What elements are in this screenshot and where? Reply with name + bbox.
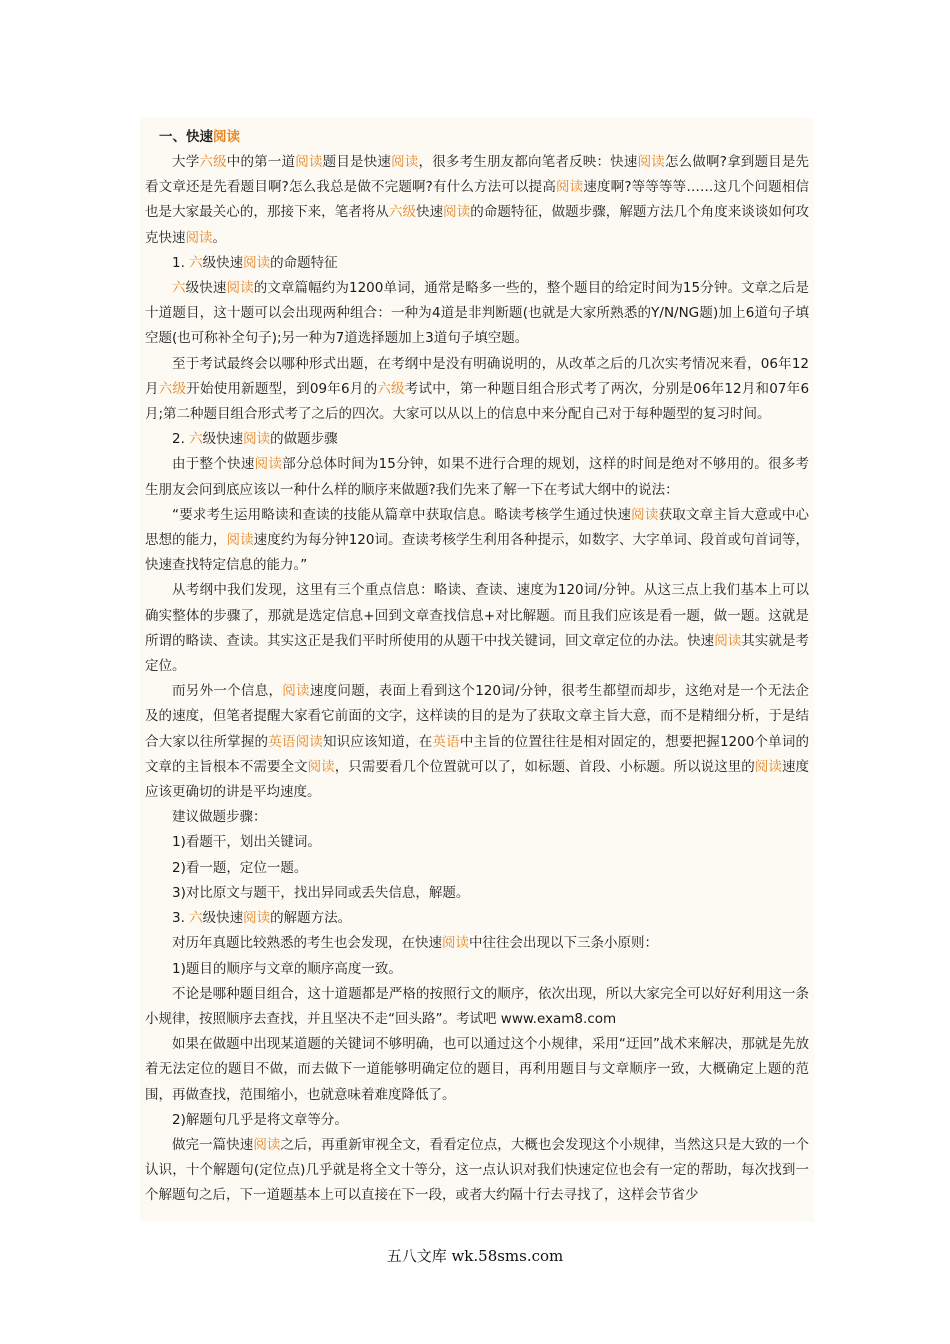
text-segment: 大学 bbox=[172, 154, 200, 170]
keyword-highlight: 阅读 bbox=[556, 179, 584, 196]
text-segment: 部分总体时间为15分钟，如果不进行合理的规划，这样的时间是绝对不够用的。很多考生朋友会问到底应该以一种什么样的顺序来做题?我们先来了解一下在考试大纲中的说法： bbox=[145, 456, 810, 498]
text-segment: 快速 bbox=[416, 204, 444, 221]
text-segment: 从考纲中我们发现，这里有三个重点信息：略读、查读、速度为120词/分钟。从这三点上我们基本上可以确实整体的步骤了，那就是选定信息+回到文章查找信息+对比解题。而且我们应该是看一题，做一题。这就是所谓的略读、查读。其实这正是我们平时所使用的从题干中找关键词，回文章定位的办法。快速 bbox=[145, 582, 809, 649]
keyword-highlight: 阅读 bbox=[243, 431, 271, 448]
text-segment: 级快速 bbox=[202, 254, 244, 271]
text-segment: 1. bbox=[172, 254, 190, 271]
text-segment: 速度问题，表面上看到这个120词/分钟，很考生都望而却步，这绝对是一个无法企及的速度，但笔者提醒大家看它前面的文字，这样读的目的是为了获取文章主旨大意，而不是精细分析，于是结合大家以往所掌握的 bbox=[145, 683, 810, 750]
keyword-highlight: 阅读 bbox=[226, 532, 254, 549]
keyword-highlight: 六 bbox=[189, 431, 203, 448]
keyword-highlight: 阅读 bbox=[754, 758, 782, 775]
text-segment: “要求考生运用略读和查读的技能从篇章中获取信息。略读考核学生通过快速 bbox=[172, 506, 632, 523]
keyword-highlight: 六级 bbox=[377, 380, 405, 397]
text-segment: ，只需要看几个位置就可以了，如标题、首段、小标题。所以说这里的 bbox=[334, 758, 755, 775]
keyword-highlight: 阅读 bbox=[213, 129, 240, 145]
paragraph bbox=[145, 251, 809, 276]
keyword-highlight: 阅读 bbox=[226, 280, 254, 297]
section-heading bbox=[145, 124, 809, 150]
text-segment: 中主旨的位置往往是相对固定的，想要把握1200个单词的文章的主旨根本不需要全文 bbox=[145, 733, 810, 775]
paragraph bbox=[145, 276, 809, 352]
text-segment: 级快速 bbox=[202, 910, 244, 927]
text-segment: 。 bbox=[212, 229, 226, 246]
keyword-highlight: 阅读 bbox=[442, 935, 469, 952]
paragraph bbox=[145, 352, 809, 428]
text-segment: 不论是哪种题目组合，这十道题都是严格的按照行文的顺序，依次出现，所以大家完全可以好好利用这一条小规律，按照顺序去查找，并且坚决不走“回头路”。考试吧 www.exam8.com bbox=[145, 985, 809, 1027]
text-segment: 做完一篇快速 bbox=[172, 1136, 254, 1153]
text-segment: 一、快速 bbox=[159, 129, 213, 145]
text-segment: 速度约为每分钟120词。查读考核学生利用各种提示，如数字、大字单词、段首或句首词等，快速查找特定信息的能力。” bbox=[145, 532, 810, 574]
keyword-highlight: 阅读 bbox=[282, 683, 310, 700]
footer-watermark: 五八文库 wk.58sms.com bbox=[386, 1247, 564, 1265]
text-segment: 2)看一题，定位一题。 bbox=[172, 859, 308, 876]
paragraph bbox=[145, 427, 809, 452]
keyword-highlight: 阅读 bbox=[295, 154, 323, 170]
text-segment: 1)看题干，划出关键词。 bbox=[172, 834, 321, 851]
text-segment: 由于整个快速 bbox=[172, 456, 255, 473]
text-segment: 的命题特征，做题步骤，解题方法几个角度来谈谈如何攻克快速 bbox=[145, 204, 810, 246]
keyword-highlight: 阅读 bbox=[307, 758, 335, 775]
keyword-highlight: 阅读 bbox=[254, 456, 283, 473]
paragraph bbox=[145, 1032, 809, 1108]
keyword-highlight: 六级 bbox=[158, 380, 187, 397]
keyword-highlight: 英语阅读 bbox=[268, 733, 323, 750]
text-segment: 知识应该知道，在 bbox=[322, 733, 433, 750]
paragraph bbox=[145, 906, 809, 931]
keyword-highlight: 六 bbox=[172, 280, 186, 297]
text-segment: 3)对比原文与题干，找出异同或丢失信息，解题。 bbox=[172, 884, 470, 901]
text-segment: ，很多考生朋友都向笔者反映：快速 bbox=[418, 154, 638, 170]
keyword-highlight: 六级 bbox=[388, 204, 417, 221]
keyword-highlight: 六级 bbox=[199, 154, 227, 170]
paragraph bbox=[145, 931, 809, 956]
text-segment: 中的第一道 bbox=[226, 154, 296, 170]
paragraph bbox=[145, 1108, 809, 1133]
text-segment: 1)题目的顺序与文章的顺序高度一致。 bbox=[172, 960, 402, 977]
text-segment: 速度应该更确切的讲是平均速度。 bbox=[145, 758, 810, 801]
paragraph bbox=[145, 830, 809, 855]
paragraph bbox=[145, 150, 809, 251]
text-segment: 如果在做题中出现某道题的关键词不够明确，也可以通过这个小规律，采用“迂回”战术来解决，那就是先放着无法定位的题目不做，而去做下一道能够明确定位的题目，再利用题目与文章顺序一致，大概确定上题的范围，再做查找，范围缩小，也就意味着难度降低了。 bbox=[145, 1036, 809, 1103]
keyword-highlight: 阅读 bbox=[243, 254, 271, 271]
paragraph bbox=[145, 1133, 809, 1209]
keyword-highlight: 阅读 bbox=[631, 506, 659, 523]
text-segment: 建议做题步骤： bbox=[172, 809, 267, 826]
text-segment: 题目是快速 bbox=[322, 154, 392, 170]
text-segment: 级快速 bbox=[202, 431, 244, 448]
paragraph bbox=[145, 805, 809, 830]
paragraph bbox=[145, 578, 809, 679]
paragraph bbox=[145, 881, 809, 906]
keyword-highlight: 阅读 bbox=[391, 154, 419, 170]
text-segment: 之后，再重新审视全文，看看定位点，大概也会发现这个小规律，当然这只是大致的一个认识，十个解题句(定位点)几乎就是将全文十等分，这一点认识对我们快速定位也会有一定的帮助，每次找到一个解题句之后，下一道题基本上可以直接在下一段，或者大约隔十行去寻找了，这样会节省少 bbox=[145, 1136, 810, 1204]
text-segment: 3. bbox=[172, 910, 190, 927]
paragraph bbox=[145, 503, 809, 579]
keyword-highlight: 六 bbox=[189, 254, 203, 271]
text-segment: 的做题步骤 bbox=[270, 431, 338, 448]
text-segment: 而另外一个信息， bbox=[172, 683, 283, 700]
paragraph bbox=[145, 452, 809, 502]
paragraph bbox=[145, 856, 809, 881]
text-segment: 2)解题句几乎是将文章等分。 bbox=[172, 1111, 348, 1128]
keyword-highlight: 阅读 bbox=[714, 632, 742, 649]
keyword-highlight: 阅读 bbox=[253, 1136, 281, 1153]
text-segment: 对历年真题比较熟悉的考生也会发现，在快速 bbox=[172, 935, 442, 952]
text-segment: 开始使用新题型，到09年6月的 bbox=[186, 380, 378, 397]
text-segment: 考试中，第一种题目组合形式考了两次，分别是06年12月和07年6月;第二种题目组合形式考了之后的四次。大家可以从以上的信息中来分配自己对于每种题型的复习时间。 bbox=[145, 380, 810, 423]
text-segment: 至于考试最终会以哪种形式出题，在考纲中是没有明确说明的，从改革之后的几次实考情况来看，06年12月 bbox=[145, 355, 809, 397]
paragraph bbox=[145, 679, 809, 805]
keyword-highlight: 六 bbox=[189, 910, 203, 927]
keyword-highlight: 阅读 bbox=[443, 204, 471, 221]
paragraph bbox=[145, 957, 809, 982]
text-segment: 中往往会出现以下三条小原则： bbox=[469, 935, 658, 952]
text-segment: 2. bbox=[172, 431, 190, 448]
keyword-highlight: 阅读 bbox=[243, 910, 271, 927]
text-segment: 获取文章主旨大意或中心思想的能力， bbox=[145, 506, 810, 549]
keyword-highlight: 英语 bbox=[432, 733, 460, 750]
paragraph bbox=[145, 982, 809, 1032]
keyword-highlight: 阅读 bbox=[185, 229, 213, 246]
text-segment: 速度啊?等等等等……这几个问题相信也是大家最关心的，那接下来，笔者将从 bbox=[145, 179, 810, 221]
text-segment: 级快速 bbox=[185, 280, 227, 297]
keyword-highlight: 阅读 bbox=[637, 154, 665, 170]
text-segment: 的命题特征 bbox=[270, 254, 338, 271]
text-segment: 的文章篇幅约为1200单词，通常是略多一些的，整个题目的给定时间为15分钟。文章之后是十道题目，这十题可以会出现两种组合：一种为4道是非判断题(也就是大家所熟悉的Y/N/NG题)加上6道句子填空题(也可称补全句子);另一种为7道选择题加上3道句子填空题。 bbox=[145, 280, 810, 347]
text-segment: 怎么做啊?拿到题目是先看文章还是先看题目啊?怎么我总是做不完题啊?有什么方法可以提高 bbox=[145, 154, 810, 196]
article-body bbox=[145, 124, 809, 1209]
text-segment: 的解题方法。 bbox=[270, 910, 352, 927]
text-segment: 其实就是考定位。 bbox=[145, 632, 810, 675]
